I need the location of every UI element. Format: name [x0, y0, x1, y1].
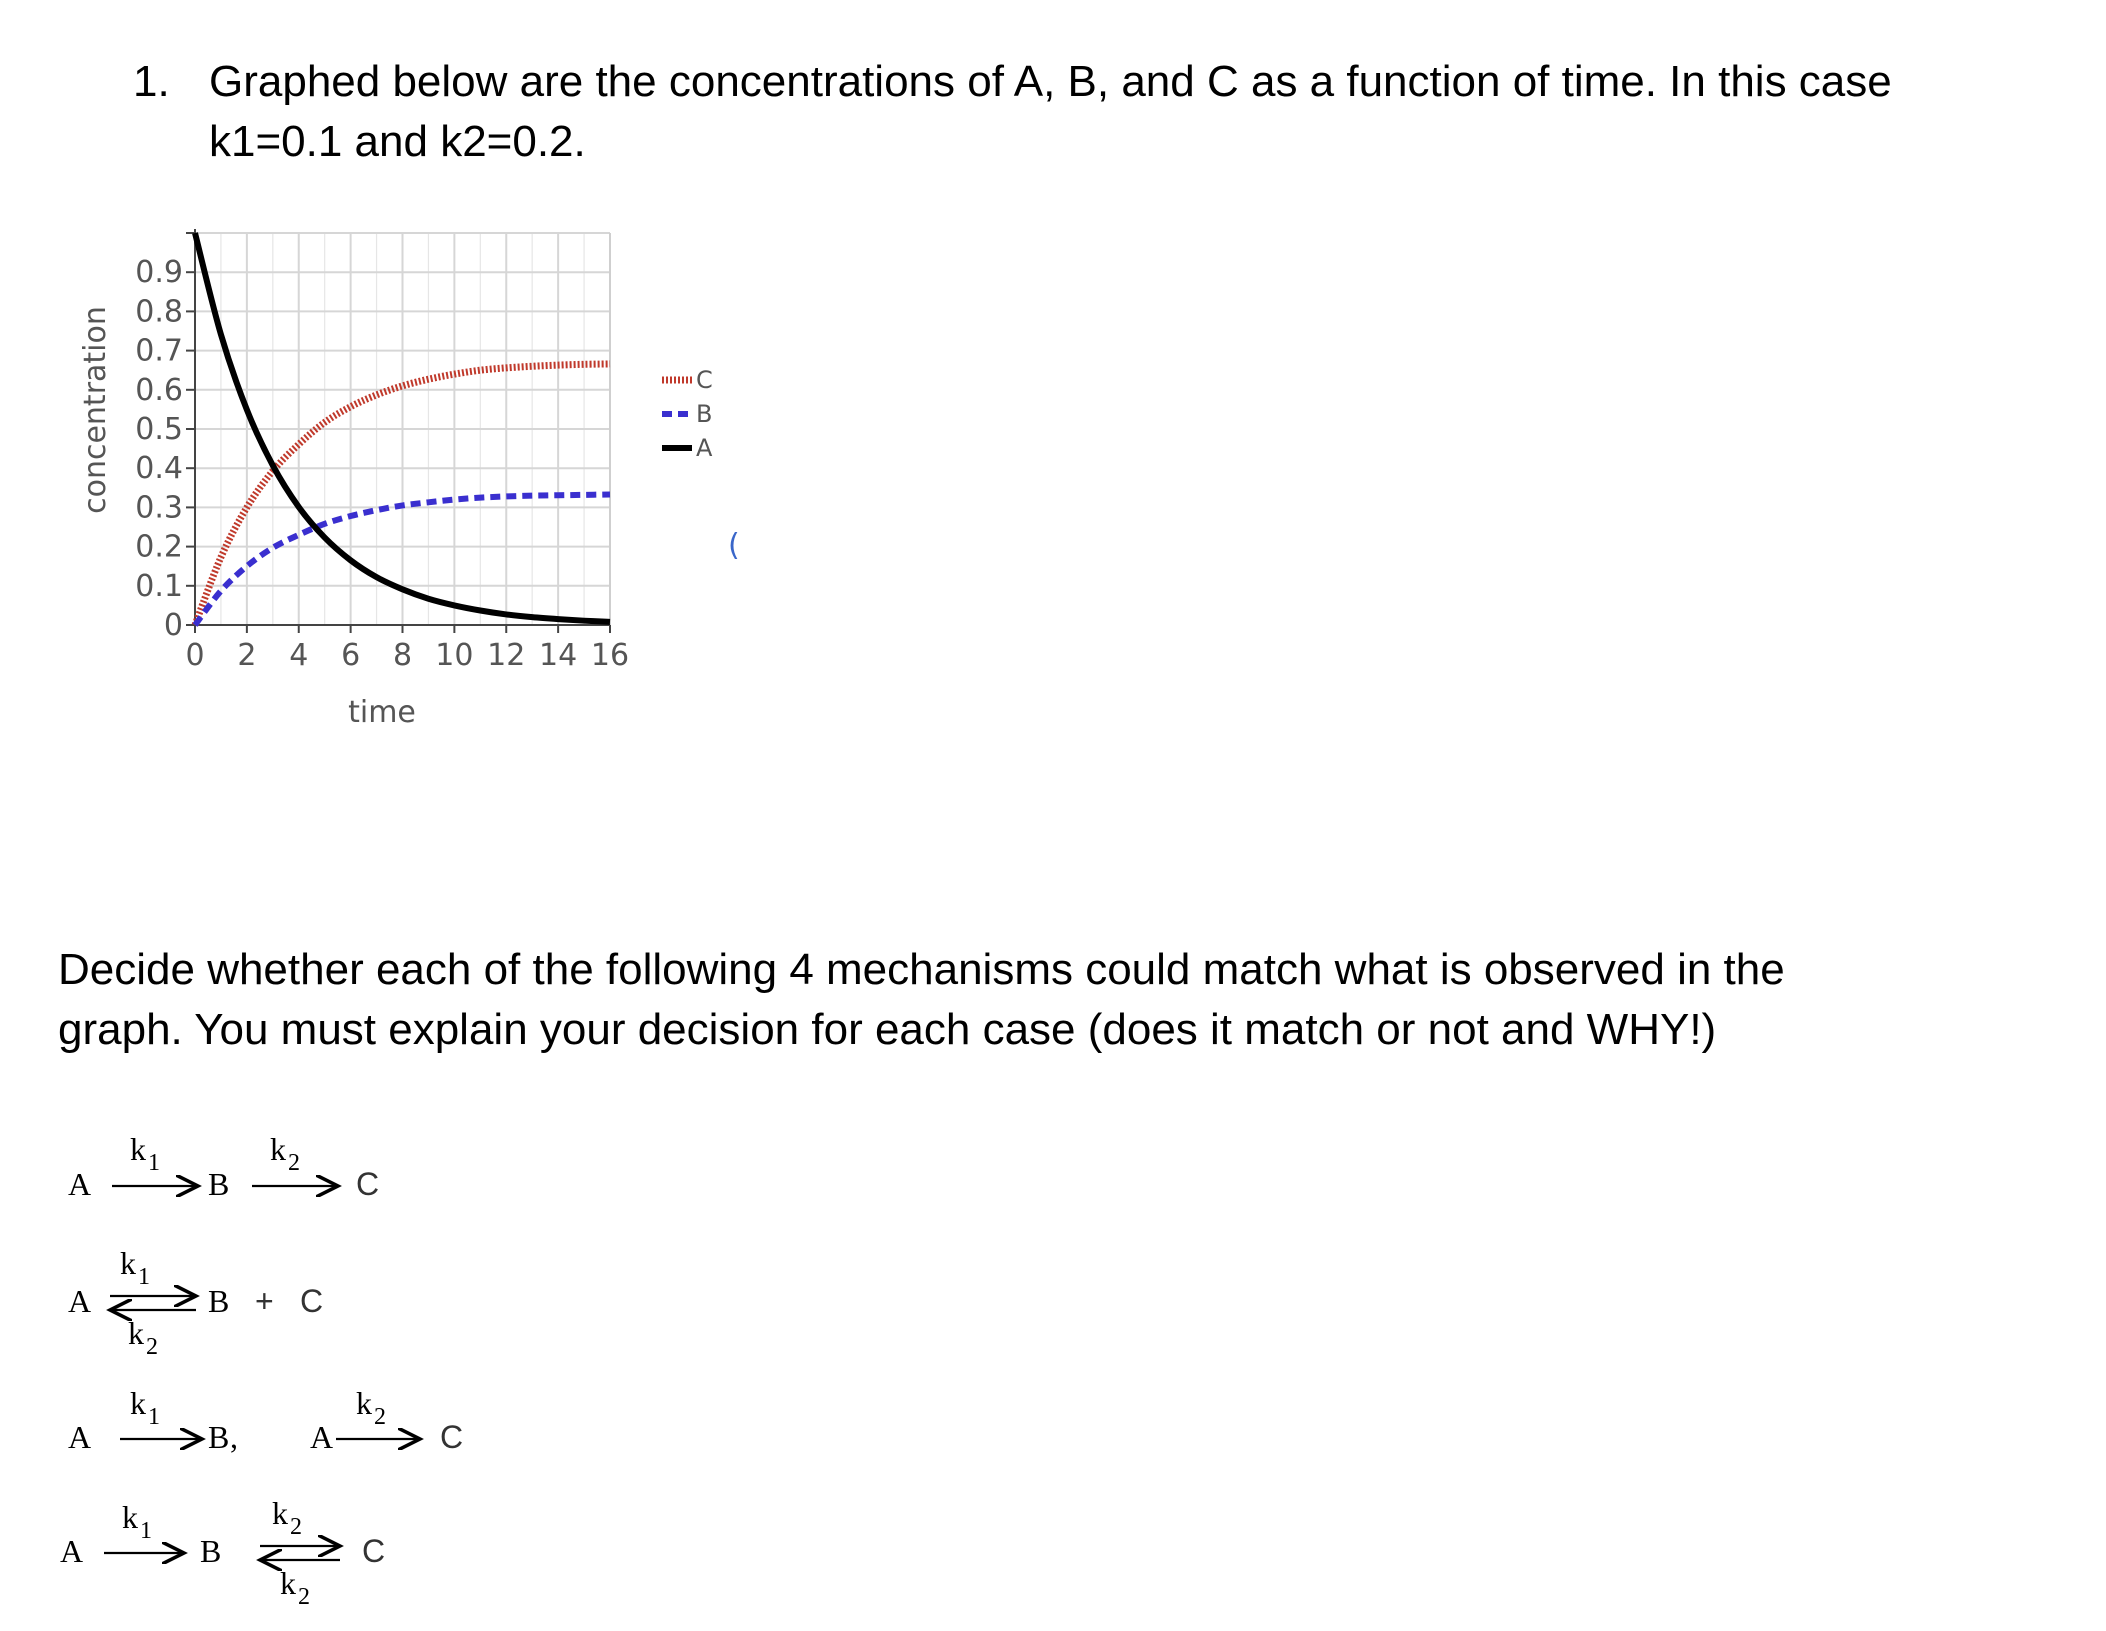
species-c: C: [440, 1419, 464, 1455]
question-2-line-2: graph. You must explain your decision for each case (does it match or not and WHY!): [58, 1005, 1717, 1054]
y-tick-label: 0.1: [135, 568, 183, 604]
legend-label-a: A: [696, 434, 713, 462]
rate-k-label: k: [120, 1245, 136, 1281]
x-tick-label: 16: [590, 638, 630, 673]
rate-k-label: k: [280, 1565, 296, 1601]
y-tick-label: 0.9: [135, 255, 183, 291]
species-b: B: [208, 1166, 230, 1202]
x-tick-label: 10: [435, 638, 474, 673]
rate-k-subscript: 1: [148, 1150, 160, 1176]
species-b: B: [200, 1533, 222, 1569]
question-1-line-1: Graphed below are the concentrations of A, B, and C as a function of time. In this case: [209, 57, 1892, 106]
y-tick-label: 0.7: [135, 333, 183, 369]
comma: ,: [230, 1419, 238, 1455]
mechanism-1: [50, 1120, 650, 1240]
question-2: [58, 940, 2008, 1060]
y-tick-label: 0.6: [135, 372, 183, 408]
y-tick-label: 0.3: [135, 490, 183, 526]
species-c: C: [300, 1283, 324, 1319]
x-axis-label: time: [348, 695, 416, 730]
rate-k-label: k: [130, 1131, 146, 1167]
mechanism-2: [50, 1240, 650, 1380]
x-tick-label: 8: [392, 638, 413, 673]
rate-k-subscript: 2: [374, 1404, 386, 1430]
y-axis-label: concentration: [78, 306, 113, 514]
rate-k-label: k: [122, 1499, 138, 1535]
rate-k-subscript: 2: [146, 1334, 158, 1360]
chart-legend: [662, 366, 713, 462]
species-a: A: [310, 1419, 334, 1455]
species-a: A: [60, 1533, 84, 1569]
rate-k-subscript: 1: [138, 1264, 150, 1290]
y-tick-label: 0.2: [135, 529, 183, 565]
y-tick-label: 0.5: [135, 412, 183, 447]
rate-k-label: k: [356, 1385, 372, 1421]
rate-k-subscript: 1: [140, 1518, 152, 1544]
rate-k-label: k: [128, 1315, 144, 1351]
concentration-chart: [60, 225, 740, 755]
legend-label-c: C: [696, 366, 713, 394]
x-tick-label: 14: [539, 638, 578, 673]
y-tick-label: 0.8: [135, 294, 183, 330]
question-1-line-2: k1=0.1 and k2=0.2.: [209, 117, 586, 166]
rate-k-subscript: 2: [290, 1514, 302, 1540]
species-a: A: [68, 1283, 92, 1319]
question-2-line-1: Decide whether each of the following 4 mechanisms could match what is observed in the: [58, 945, 1785, 994]
chart-axes: [186, 229, 610, 633]
x-tick-label: 12: [487, 638, 526, 673]
legend-label-b: B: [696, 400, 713, 428]
rate-k-label: k: [130, 1385, 146, 1421]
rate-k-subscript: 2: [288, 1150, 300, 1176]
species-c: C: [356, 1166, 380, 1202]
x-tick-label: 0: [185, 638, 205, 673]
mechanism-4: [50, 1480, 650, 1620]
species-b: B: [208, 1283, 230, 1319]
species-b: B: [208, 1419, 230, 1455]
species-a: A: [68, 1166, 92, 1202]
x-tick-labels: [185, 638, 629, 673]
rate-k-label: k: [272, 1495, 288, 1531]
x-tick-label: 4: [289, 638, 309, 673]
y-tick-label: 0.4: [135, 451, 183, 487]
species-a: A: [68, 1419, 92, 1455]
rate-k-label: k: [270, 1131, 286, 1167]
y-tick-labels: [135, 255, 183, 643]
y-tick-label: 0: [163, 608, 183, 643]
x-tick-label: 2: [237, 638, 257, 673]
x-tick-label: 6: [341, 638, 361, 673]
plus-sign: +: [255, 1283, 274, 1319]
rate-k-subscript: 2: [298, 1584, 310, 1610]
species-c: C: [362, 1533, 386, 1569]
question-1-text: [209, 52, 2059, 172]
bracket-glyph: (: [728, 528, 740, 563]
question-number: 1.: [133, 57, 170, 106]
rate-k-subscript: 1: [148, 1404, 160, 1430]
